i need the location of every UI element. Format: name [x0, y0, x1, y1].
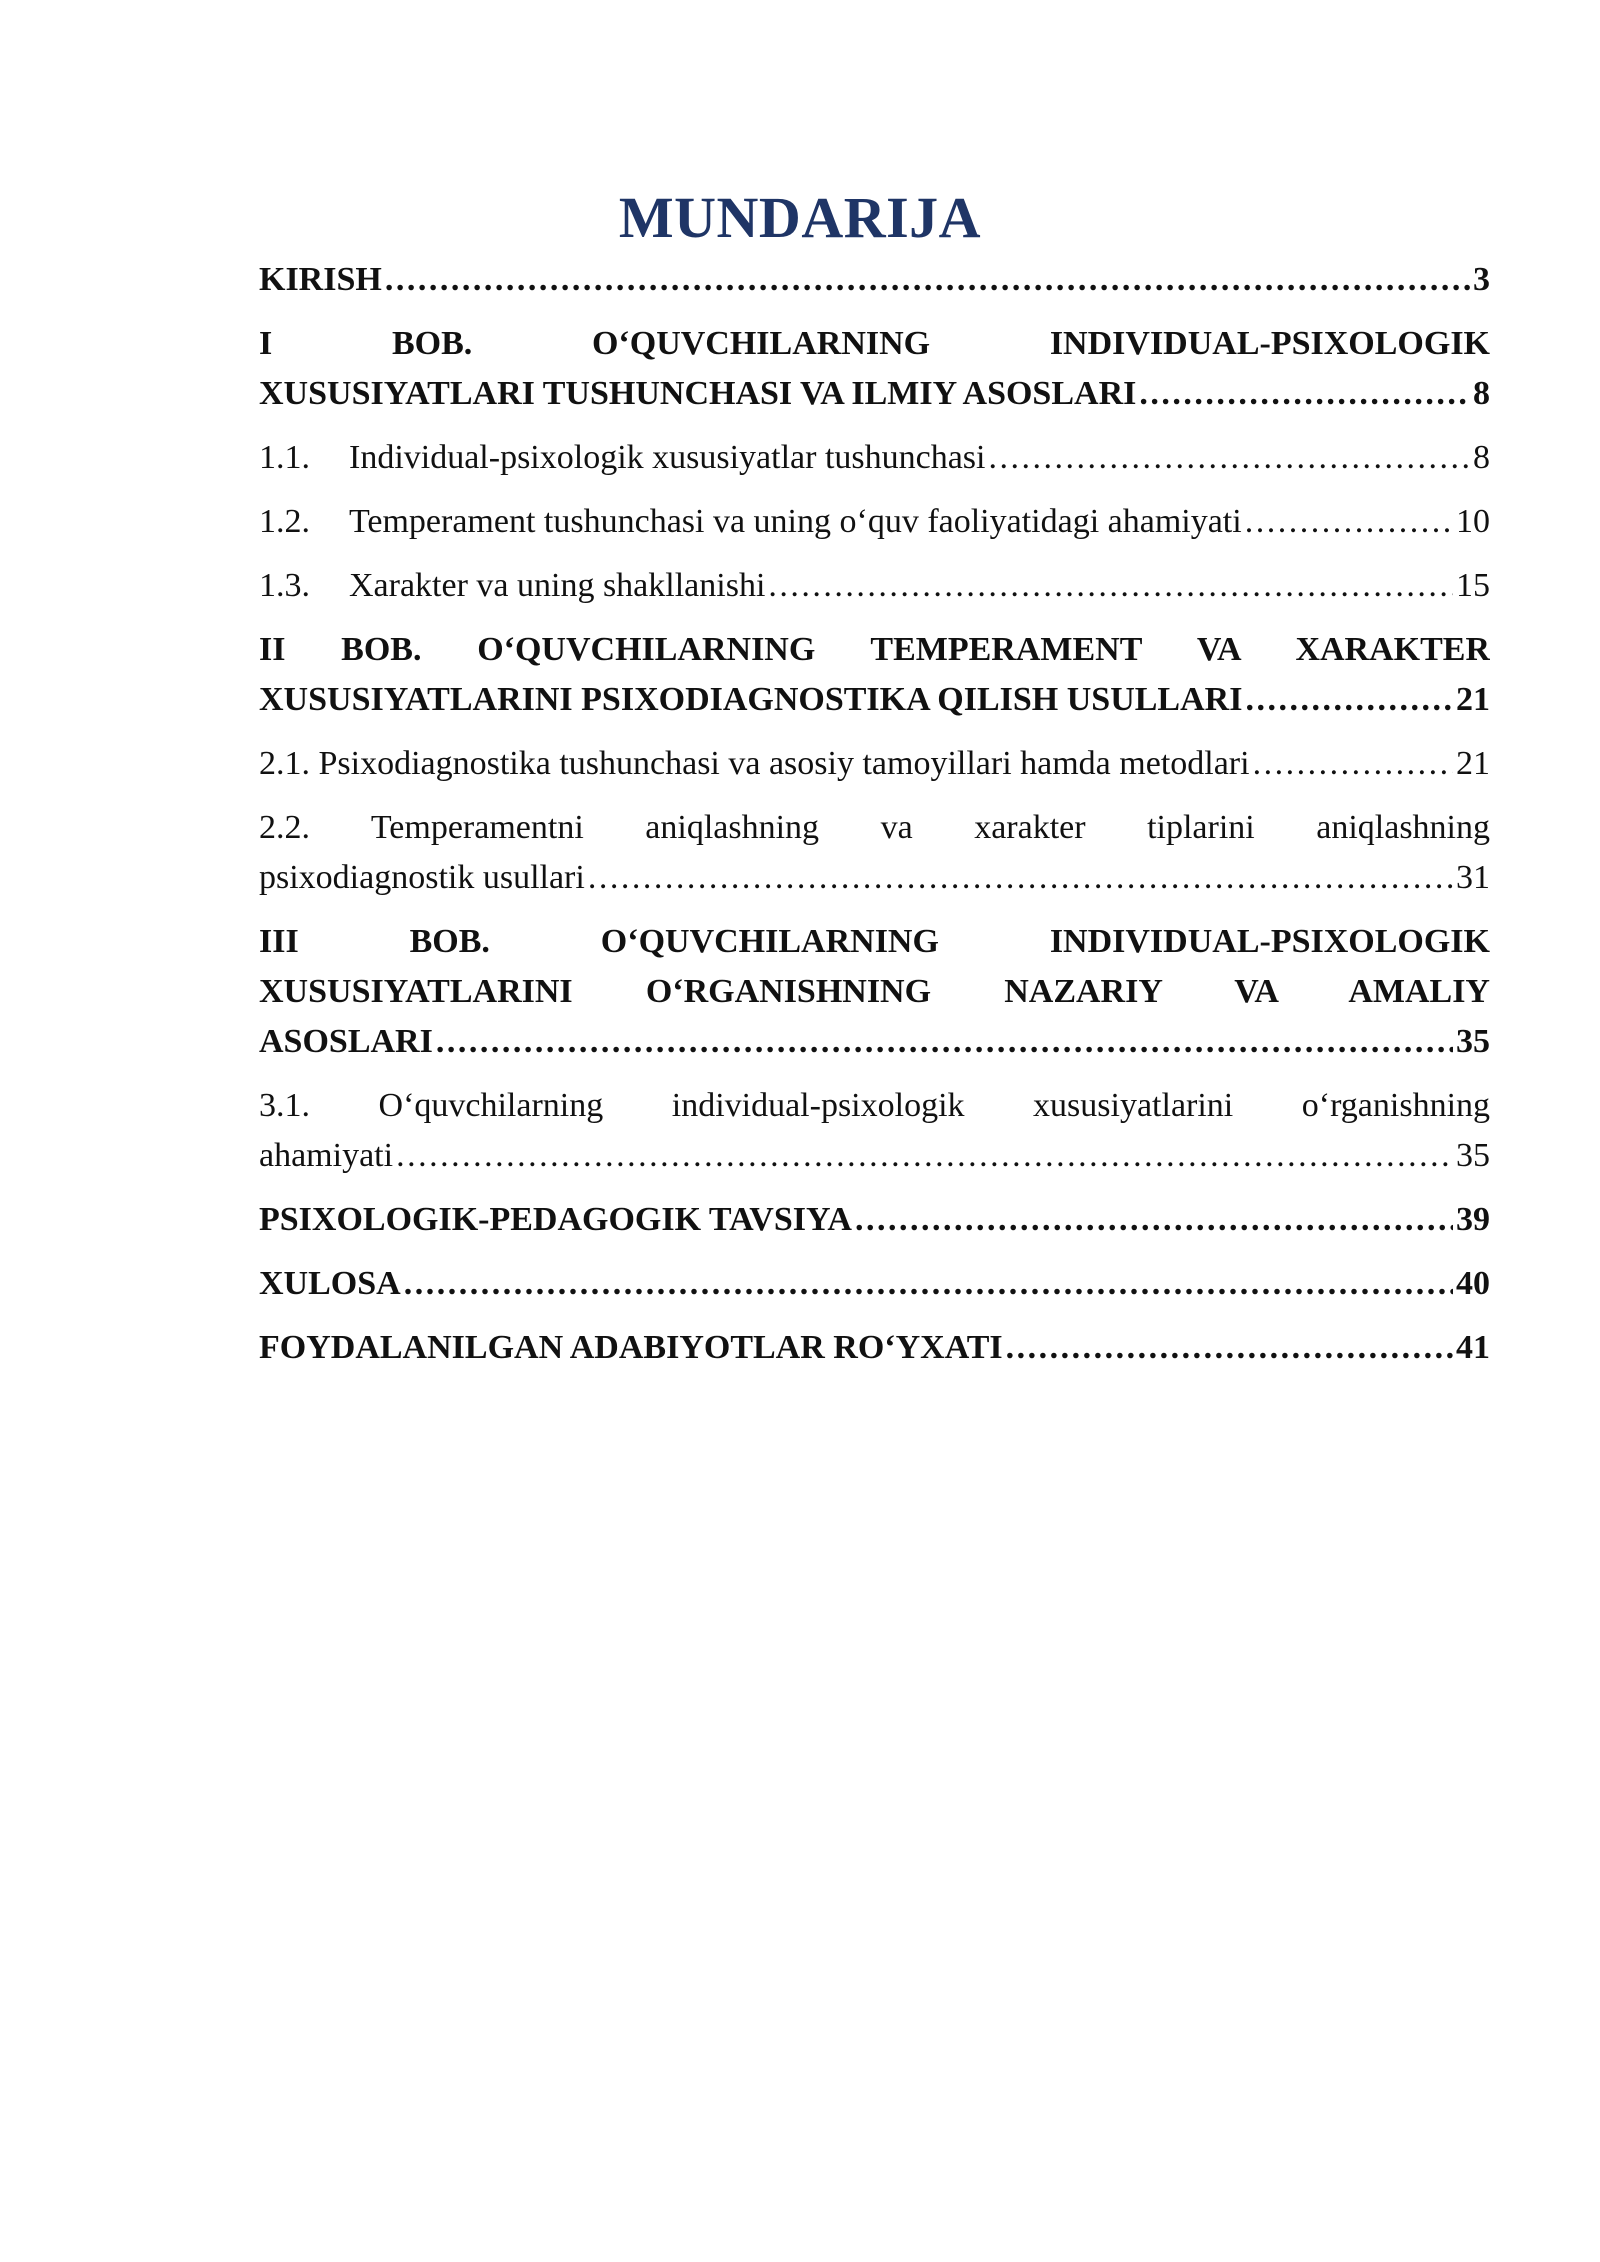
toc-entry-text: KIRISH [259, 261, 382, 298]
toc-entry-page: 15 [1456, 567, 1490, 604]
section-number: 1.3. [259, 567, 310, 604]
toc-entry-2-2[interactable] [259, 803, 1490, 903]
dot-leader [1245, 497, 1453, 547]
toc-entry-bob-1[interactable] [259, 319, 1490, 419]
table-of-contents [259, 255, 1490, 1373]
toc-entry-line: III BOB. O‘QUVCHILARNING INDIVIDUAL-PSIXOLOGIK [259, 923, 1490, 960]
toc-entry-page: 35 [1456, 1137, 1490, 1174]
toc-entry-3-1[interactable] [259, 1081, 1490, 1181]
toc-entry-page: 39 [1456, 1201, 1490, 1238]
dot-leader [1253, 739, 1453, 789]
toc-entry-1-3[interactable] [259, 561, 1490, 611]
toc-entry-line: II BOB. O‘QUVCHILARNING TEMPERAMENT VA XARAKTER [259, 631, 1490, 668]
dot-leader [588, 853, 1453, 903]
toc-entry-page: 21 [1456, 681, 1490, 718]
toc-entry-text: PSIXOLOGIK-PEDAGOGIK TAVSIYA [259, 1201, 852, 1238]
dot-leader [855, 1195, 1453, 1245]
toc-entry-text: FOYDALANILGAN ADABIYOTLAR RO‘YXATI [259, 1329, 1003, 1366]
toc-entry-page: 40 [1456, 1265, 1490, 1302]
toc-entry-text: Individual-psixologik xususiyatlar tushunchasi [349, 439, 986, 476]
section-number: 1.2. [259, 503, 310, 540]
toc-entry-line: XUSUSIYATLARINI O‘RGANISHNING NAZARIY VA AMALIY [259, 973, 1490, 1010]
toc-entry-page: 10 [1456, 503, 1490, 540]
toc-entry-text: ASOSLARI [259, 1023, 433, 1060]
dot-leader [404, 1259, 1453, 1309]
toc-entry-line: 2.2. Temperamentni aniqlashning va xarakter tiplarini aniqlashning [259, 809, 1490, 846]
dot-leader [385, 255, 1470, 305]
toc-entry-page: 21 [1456, 745, 1490, 782]
toc-entry-line: 3.1. O‘quvchilarning individual-psixologik xususiyatlarini o‘rganishning [259, 1087, 1490, 1124]
toc-entry-text: Temperament tushunchasi va uning o‘quv faoliyatidagi ahamiyati [349, 503, 1242, 540]
dot-leader [436, 1017, 1453, 1067]
toc-entry-2-1[interactable] [259, 739, 1490, 789]
toc-entry-1-2[interactable] [259, 497, 1490, 547]
toc-entry-page: 31 [1456, 859, 1490, 896]
toc-entry-page: 41 [1456, 1329, 1490, 1366]
toc-entry-bob-3[interactable] [259, 917, 1490, 1067]
toc-entry-kirish[interactable] [259, 255, 1490, 305]
toc-entry-xulosa[interactable] [259, 1259, 1490, 1309]
dot-leader [768, 561, 1453, 611]
toc-entry-text: XUSUSIYATLARI TUSHUNCHASI VA ILMIY ASOSLARI [259, 375, 1137, 412]
toc-entry-text: 2.1. Psixodiagnostika tushunchasi va asosiy tamoyillari hamda metodlari [259, 745, 1250, 782]
dot-leader [1139, 369, 1470, 419]
toc-entry-text: psixodiagnostik usullari [259, 859, 585, 896]
dot-leader [396, 1131, 1453, 1181]
toc-entry-text: ahamiyati [259, 1137, 394, 1174]
toc-entry-page: 8 [1473, 375, 1490, 412]
toc-entry-page: 35 [1456, 1023, 1490, 1060]
toc-entry-1-1[interactable] [259, 433, 1490, 483]
toc-entry-tavsiya[interactable] [259, 1195, 1490, 1245]
dot-leader [989, 433, 1471, 483]
toc-entry-text: XUSUSIYATLARINI PSIXODIAGNOSTIKA QILISH USULLARI [259, 681, 1243, 718]
toc-entry-bob-2[interactable] [259, 625, 1490, 725]
toc-entry-adabiyotlar[interactable] [259, 1323, 1490, 1373]
toc-entry-text: Xarakter va uning shakllanishi [349, 567, 766, 604]
page-title: MUNDARIJA [618, 185, 982, 250]
dot-leader [1006, 1323, 1453, 1373]
toc-entry-page: 8 [1473, 439, 1490, 476]
section-number: 1.1. [259, 439, 310, 476]
toc-entry-line: I BOB. O‘QUVCHILARNING INDIVIDUAL-PSIXOLOGIK [259, 325, 1490, 362]
toc-entry-page: 3 [1473, 261, 1490, 298]
toc-entry-text: XULOSA [259, 1265, 401, 1302]
dot-leader [1245, 675, 1453, 725]
